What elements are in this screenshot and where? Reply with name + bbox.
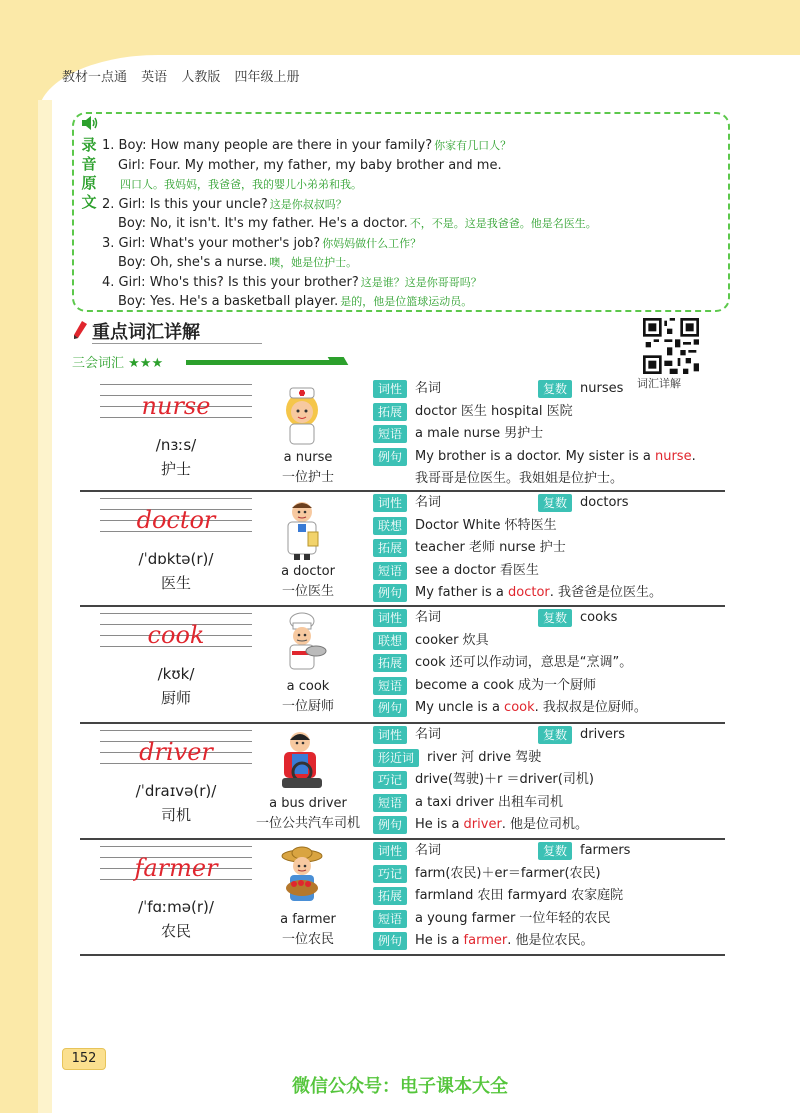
detail-text: farmers: [580, 843, 631, 858]
line-chinese: 是的，他是位篮球运动员。: [340, 295, 473, 308]
vocab-word: cook: [147, 621, 205, 649]
detail-tag: 巧记: [373, 865, 407, 883]
detail-row: [373, 698, 647, 720]
script-line: [102, 292, 597, 312]
detail-text: Doctor White 怀特医生: [415, 517, 557, 533]
detail-tag: 复数: [538, 842, 572, 860]
detail-tag: 词性: [373, 380, 407, 398]
detail-tag: 形近词: [373, 749, 419, 767]
detail-tag: 短语: [373, 677, 407, 695]
caption-chinese: 一位护士: [281, 470, 334, 485]
detail-text: cooker 炊具: [415, 632, 489, 648]
detail-row: [373, 725, 626, 747]
caption-chinese: 一位厨师: [281, 699, 334, 714]
vocab-meaning: 农民: [160, 922, 191, 940]
vocab-word: driver: [139, 738, 213, 766]
line-chinese: 四口人。我妈妈，我爸爸，我的婴儿小弟弟和我。: [120, 178, 362, 191]
script-line: [102, 253, 597, 273]
detail-row: [373, 561, 539, 583]
detail-row: [373, 493, 629, 515]
detail-text: . 他是位农民。: [507, 933, 594, 948]
page-margin-left: [0, 0, 38, 1113]
vocab-word: doctor: [136, 506, 216, 534]
detail-tag: 词性: [373, 842, 407, 860]
detail-text: drive(驾驶)＋r ＝driver(司机): [415, 772, 594, 787]
qr-code-icon[interactable]: [643, 318, 699, 374]
detail-row: [373, 653, 632, 675]
cook-illustration: [272, 611, 332, 675]
caption-english: a farmer: [280, 912, 336, 927]
detail-text: doctor 医生 hospital 医院: [415, 403, 573, 419]
plural-form: [538, 608, 617, 629]
line-chinese: 这是你叔叔吗？: [269, 197, 347, 211]
detail-row: [373, 469, 623, 491]
detail-tag: 例句: [373, 932, 407, 950]
book-subject: 英语: [141, 70, 168, 85]
detail-tag: 联想: [373, 632, 407, 650]
listening-label: [80, 136, 98, 212]
detail-text: My father is a: [415, 585, 509, 600]
detail-text: . 我叔叔是位厨师。: [534, 700, 647, 715]
caption-chinese: 一位公共汽车司机: [255, 816, 360, 831]
detail-text: 名词: [415, 381, 442, 396]
farmer-illustration: [272, 844, 332, 908]
vocab-entry-cook: [80, 607, 725, 724]
footer-watermark: 微信公众号：电子课本大全: [292, 1076, 508, 1097]
line-english: 2. Girl: Is this your uncle?: [102, 196, 268, 212]
handwriting-guide-line: [100, 384, 252, 385]
detail-text: . 他是位司机。: [501, 817, 589, 832]
detail-tag: 复数: [538, 609, 572, 627]
vocab-entry-driver: [80, 724, 725, 840]
subsection-bar-tip: [328, 357, 349, 365]
detail-row: [373, 379, 624, 401]
script-line: [102, 175, 597, 195]
book-edition: 人教版: [181, 70, 221, 85]
vocab-phonetic: /kʊk/: [157, 665, 195, 683]
detail-text: He is a: [415, 933, 464, 948]
plural-form: [538, 725, 625, 746]
line-chinese: 你妈妈做什么工作？: [322, 236, 422, 250]
detail-row: [373, 402, 573, 424]
detail-tag: 例句: [373, 448, 407, 466]
detail-row: [373, 608, 618, 630]
detail-row: [373, 631, 489, 653]
detail-text: river 河 drive 驾驶: [427, 749, 542, 765]
label-char: 录: [81, 136, 97, 154]
vocab-phonetic: /nɜːs/: [155, 436, 197, 454]
vocab-meaning: 厨师: [160, 689, 191, 707]
detail-text: farmland 农田 farmyard 农家庭院: [415, 888, 624, 903]
detail-text: nurses: [580, 381, 624, 396]
detail-row: [373, 931, 593, 953]
line-english: 4. Girl: Who's this? Is this your brother?: [102, 274, 359, 290]
detail-tag: 短语: [373, 910, 407, 928]
caption-english: a nurse: [283, 450, 333, 465]
line-english: Boy: Yes. He's a basketball player.: [118, 294, 339, 309]
vocab-meaning: 司机: [160, 806, 191, 824]
label-char: 文: [81, 193, 97, 211]
highlighted-word: cook: [504, 700, 535, 715]
script-line: [102, 156, 597, 176]
detail-row: [373, 815, 588, 837]
vocab-phonetic: /ˈdraɪvə(r)/: [135, 782, 217, 800]
detail-text: doctors: [580, 495, 629, 510]
label-char: 原: [81, 174, 97, 192]
driver-illustration: [272, 728, 332, 792]
detail-row: [373, 583, 662, 605]
book-series: 教材一点通: [62, 70, 128, 85]
pencil-icon: [72, 320, 88, 340]
speaker-icon: [80, 114, 100, 132]
highlighted-word: farmer: [463, 933, 508, 948]
detail-tag: 例句: [373, 699, 407, 717]
detail-row: [373, 538, 566, 560]
detail-text: farm(农民)＋er＝farmer(农民): [415, 865, 601, 881]
highlighted-word: driver: [463, 817, 502, 832]
detail-text: become a cook 成为一个厨师: [415, 677, 596, 693]
detail-row: [373, 770, 594, 792]
detail-text: cook 还可以作动词，意思是“烹调”。: [415, 655, 633, 670]
detail-tag: 词性: [373, 726, 407, 744]
detail-tag: 联想: [373, 517, 407, 535]
caption-chinese: 一位医生: [281, 584, 334, 599]
detail-tag: 拓展: [373, 403, 407, 421]
detail-text: My brother is a doctor. My sister is a: [415, 448, 655, 464]
caption-chinese: 一位农民: [281, 932, 334, 947]
detail-text: My uncle is a: [415, 700, 505, 715]
detail-tag: 拓展: [373, 654, 407, 672]
line-english: Boy: Oh, she's a nurse.: [118, 255, 268, 270]
qr-label: 词汇详解: [637, 377, 681, 390]
line-chinese: 噢，她是位护士。: [269, 256, 358, 269]
detail-text: . 我爸爸是位医生。: [549, 585, 663, 600]
line-english: 1. Boy: How many people are there in your family?: [102, 138, 433, 153]
vocab-entry-nurse: [80, 378, 725, 492]
vocab-meaning: 医生: [160, 574, 191, 592]
script-lines: [102, 136, 597, 312]
detail-text: 我哥哥是位医生。我姐姐是位护士。: [415, 471, 624, 486]
book-header: [62, 66, 309, 85]
detail-row: [373, 864, 601, 886]
detail-tag: 巧记: [373, 771, 407, 789]
subsection-bar: [186, 360, 336, 365]
detail-row: [373, 676, 596, 698]
detail-text: He is a: [415, 817, 464, 832]
detail-row: [373, 447, 696, 469]
detail-row: [373, 841, 631, 863]
detail-tag: 短语: [373, 794, 407, 812]
doctor-illustration: [272, 496, 332, 560]
handwriting-guide-line: [100, 846, 252, 847]
detail-text: cooks: [580, 610, 618, 625]
detail-text: teacher 老师 nurse 护士: [415, 540, 566, 555]
detail-text: 名词: [415, 727, 442, 742]
page-margin-band: [38, 100, 52, 1113]
listening-script-box: [72, 112, 730, 312]
caption-english: a bus driver: [269, 796, 347, 811]
detail-tag: 复数: [538, 494, 572, 512]
script-line: [102, 273, 597, 293]
plural-form: [538, 841, 630, 862]
detail-text: a young farmer 一位年轻的农民: [415, 910, 611, 926]
handwriting-guide-line: [100, 613, 252, 614]
detail-text: 名词: [415, 843, 442, 858]
line-english: 3. Girl: What's your mother's job?: [102, 235, 321, 251]
script-line: [102, 214, 597, 234]
detail-tag: 短语: [373, 425, 407, 443]
detail-tag: 复数: [538, 726, 572, 744]
detail-row: [373, 424, 543, 446]
detail-text: .: [691, 448, 696, 464]
plural-form: [538, 493, 629, 514]
handwriting-guide-line: [100, 498, 252, 499]
vocab-meaning: 护士: [160, 460, 191, 478]
detail-row: [373, 909, 610, 931]
vocab-phonetic: /ˈfɑːmə(r)/: [138, 898, 214, 916]
vocab-word: farmer: [134, 854, 218, 882]
vocab-phonetic: /ˈdɒktə(r)/: [138, 550, 214, 568]
highlighted-word: doctor: [508, 585, 550, 600]
section-title-text: 重点词汇详解: [92, 322, 200, 343]
detail-text: drivers: [580, 727, 626, 742]
line-english: Boy: No, it isn't. It's my father. He's a doctor.: [118, 216, 408, 231]
page-number: 152: [62, 1048, 106, 1070]
detail-tag: 复数: [538, 380, 572, 398]
detail-tag: 拓展: [373, 539, 407, 557]
detail-tag: 拓展: [373, 887, 407, 905]
caption-english: a cook: [286, 679, 330, 694]
detail-tag: 词性: [373, 609, 407, 627]
line-chinese: 你家有几口人？: [434, 139, 512, 152]
detail-row: [373, 516, 557, 538]
detail-text: 名词: [415, 495, 442, 510]
nurse-illustration: [272, 382, 332, 446]
detail-text: 名词: [415, 610, 442, 625]
script-line: [102, 234, 597, 254]
detail-row: [373, 793, 563, 815]
line-chinese: 不，不是。这是我爸爸。他是名医生。: [409, 217, 597, 230]
detail-tag: 词性: [373, 494, 407, 512]
detail-tag: 例句: [373, 584, 407, 602]
detail-tag: 例句: [373, 816, 407, 834]
detail-text: see a doctor 看医生: [415, 562, 539, 578]
plural-form: [538, 379, 623, 400]
detail-tag: 短语: [373, 562, 407, 580]
handwriting-guide-line: [100, 730, 252, 731]
script-line: [102, 195, 597, 215]
book-grade: 四年级上册: [234, 70, 300, 85]
vocab-entry-farmer: [80, 840, 725, 956]
detail-text: a male nurse 男护士: [415, 426, 544, 441]
highlighted-word: nurse: [654, 448, 692, 464]
title-underline: [92, 343, 262, 344]
detail-text: a taxi driver 出租车司机: [415, 794, 563, 810]
caption-english: a doctor: [281, 564, 335, 579]
vocab-entry-doctor: [80, 492, 725, 607]
detail-row: [373, 886, 623, 908]
line-chinese: 这是谁？这是你哥哥吗？: [360, 275, 482, 289]
script-line: [102, 136, 597, 156]
line-english: Girl: Four. My mother, my father, my baby brother and me.: [118, 157, 502, 173]
label-char: 音: [81, 155, 97, 173]
subsection-title: 三会词汇 ★★★: [72, 356, 164, 371]
detail-row: [373, 748, 541, 770]
vocab-word: nurse: [141, 392, 211, 420]
